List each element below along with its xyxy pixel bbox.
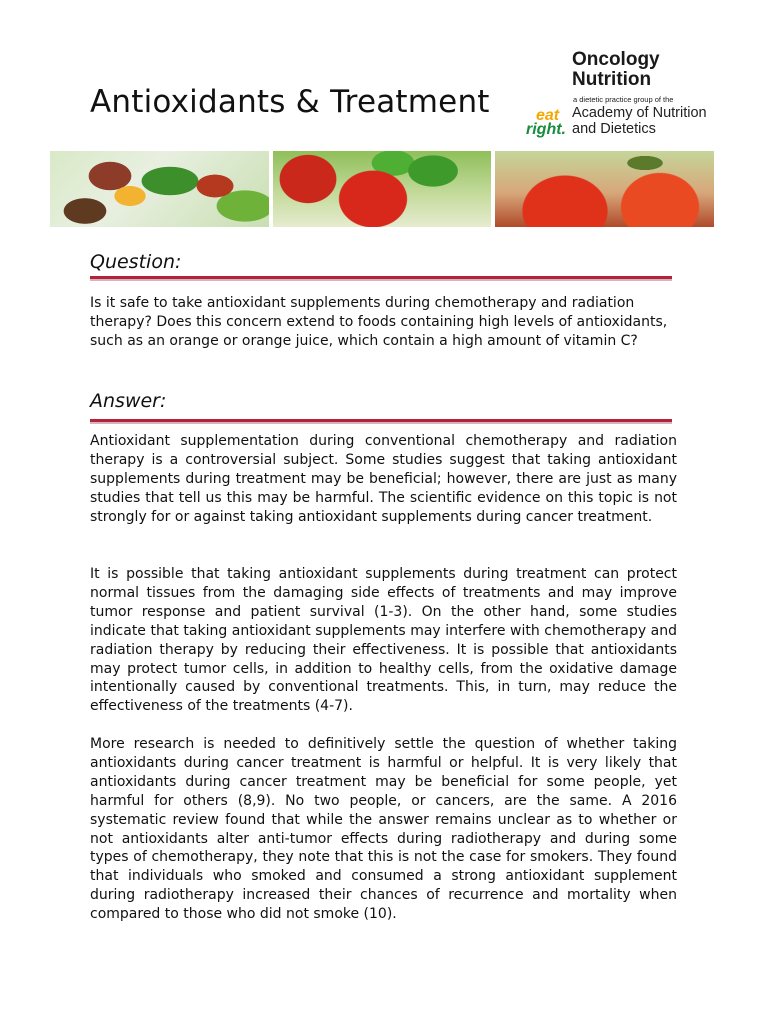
document-title: Antioxidants & Treatment [90,84,490,120]
tomato-photo [495,151,714,227]
answer-divider [90,419,672,422]
question-text: Is it safe to take antioxidant supplements during chemotherapy and radiation therapy? Does this concern extend to foods containing high levels of antioxidants, such as an orange or orange juice, which contain a high amount of vitamin C? [90,295,668,349]
question-divider [90,276,672,279]
answer-paragraph-1: Antioxidant supplementation during conventional chemotherapy and radiation therapy is a controversial subject. Some studies suggest that taking antioxidant supplements during treatment may be beneficial; however, there are just as many studies that tell us this may be harmful. The scientific evidence on this topic is not strongly for or against taking antioxidant supplements during cancer treatment. [90,433,677,525]
logo-nutrition-text: Nutrition [572,69,652,90]
food-banner [50,151,714,227]
strawberry-photo [273,151,492,227]
logo-eat-text: eat [536,107,560,124]
logo-academy-text: Academy of Nutrition [572,105,707,121]
salad-photo [50,151,269,227]
answer-paragraph-3: More research is needed to definitively settle the question of whether taking antioxidants during cancer treatment is harmful or helpful. It is very likely that antioxidants during cancer treatment may be beneficial for some people, yet harmful for others (8,9). No two people, or cancers, are the same. A 2016 systematic review found that while the answer remains unclear as to whether or not antioxidants alter anti-tumor effects during radiotherapy and during some types of chemotherapy, they note that this is not the case for smokers. They found that individuals who smoked and consumed a strong antioxidant supplement during radiotherapy increased their chances of recurrence and mortality when compared to those who did not smoke (10). [90,736,677,923]
logo-subtitle: a dietetic practice group of the [573,95,674,104]
answer-paragraph-2: It is possible that taking antioxidant supplements during treatment can protect normal tissues from the damaging side effects of treatments and may improve tumor response and patient survival (1-3). On the other hand, some studies indicate that taking antioxidant supplements may interfere with chemotherapy and radiation therapy by reducing their effectiveness. It is possible that antioxidants may protect tumor cells, in addition to healthy cells, from the oxidative damage intentionally caused by conventional treatments. This, in turn, may reduce the effectiveness of the treatments (4-7). [90,566,677,715]
question-heading: Question: [90,251,182,273]
logo-dietetics-text: and Dietetics [572,121,656,137]
oncology-nutrition-logo [524,48,724,140]
logo-right-text: right. [526,121,566,138]
logo-oncology-text: Oncology [572,49,660,70]
answer-heading: Answer: [90,390,167,412]
